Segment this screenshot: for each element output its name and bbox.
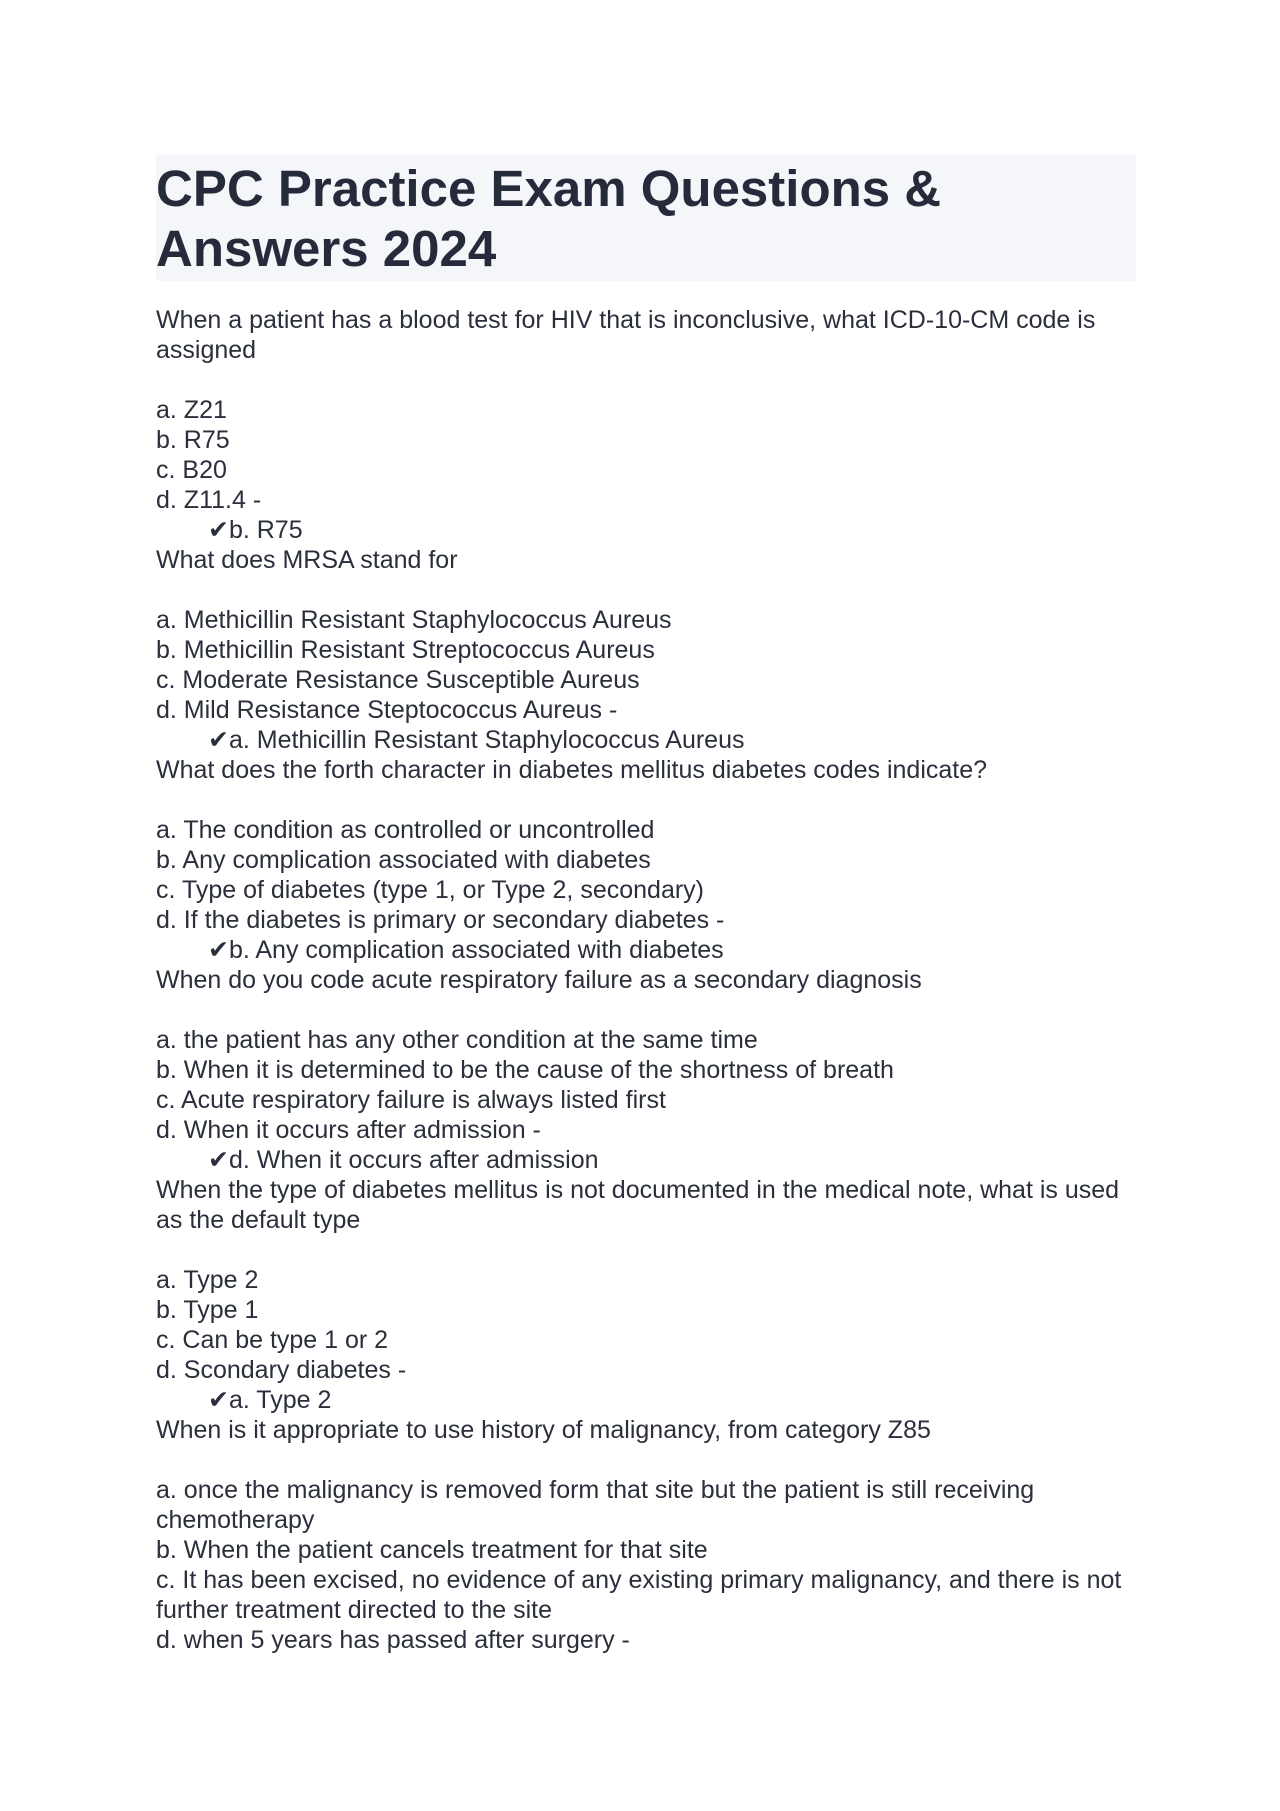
answer-option: b. When it is determined to be the cause of the shortness of breath bbox=[156, 1056, 894, 1084]
checkmark-icon: ✔ bbox=[208, 726, 229, 754]
answer-option: b. Any complication associated with diabetes bbox=[156, 846, 651, 874]
question-text: When is it appropriate to use history of malignancy, from category Z85 bbox=[156, 1416, 931, 1444]
question-spacer bbox=[156, 575, 1136, 605]
question-block bbox=[156, 545, 1136, 755]
answer-option: a. Methicillin Resistant Staphylococcus Aureus bbox=[156, 606, 672, 634]
question-block bbox=[156, 1175, 1136, 1415]
answer-option: c. It has been excised, no evidence of any existing primary malignancy, and there is not further treatment directed to the site bbox=[156, 1566, 1122, 1624]
correct-answer bbox=[156, 935, 1136, 965]
answer-option: a. Z21 bbox=[156, 396, 227, 424]
correct-answer-text: b. Any complication associated with diabetes bbox=[228, 936, 724, 964]
correct-answer-text: b. R75 bbox=[228, 516, 303, 544]
checkmark-icon: ✔ bbox=[208, 516, 229, 544]
question-block bbox=[156, 965, 1136, 1175]
document-title: CPC Practice Exam Questions & Answers 2024 bbox=[156, 160, 942, 277]
answer-option: d. When it occurs after admission - bbox=[156, 1116, 541, 1144]
correct-answer bbox=[156, 515, 1136, 545]
correct-answer bbox=[156, 725, 1136, 755]
answer-option: c. Can be type 1 or 2 bbox=[156, 1326, 389, 1354]
correct-answer-text: a. Methicillin Resistant Staphylococcus Aureus bbox=[228, 726, 745, 754]
question-text: What does the forth character in diabetes mellitus diabetes codes indicate? bbox=[156, 756, 988, 784]
correct-answer bbox=[156, 1145, 1136, 1175]
question-block bbox=[156, 1415, 1136, 1655]
question-list bbox=[156, 305, 1136, 1655]
question-spacer bbox=[156, 365, 1136, 395]
question-text: When do you code acute respiratory failure as a secondary diagnosis bbox=[156, 966, 922, 994]
answer-option: c. Moderate Resistance Susceptible Aureus bbox=[156, 666, 640, 694]
title-banner bbox=[156, 155, 1136, 281]
checkmark-icon: ✔ bbox=[208, 1146, 229, 1174]
question-spacer bbox=[156, 995, 1136, 1025]
answer-option: b. When the patient cancels treatment for that site bbox=[156, 1536, 708, 1564]
answer-option: d. when 5 years has passed after surgery - bbox=[156, 1626, 630, 1654]
question-text: When a patient has a blood test for HIV that is inconclusive, what ICD-10-CM code is assigned bbox=[156, 306, 1096, 364]
question-spacer bbox=[156, 1235, 1136, 1265]
checkmark-icon: ✔ bbox=[208, 936, 229, 964]
answer-option: d. Scondary diabetes - bbox=[156, 1356, 407, 1384]
answer-option: a. The condition as controlled or uncontrolled bbox=[156, 816, 655, 844]
question-spacer bbox=[156, 1445, 1136, 1475]
answer-option: c. B20 bbox=[156, 456, 227, 484]
answer-option: b. Methicillin Resistant Streptococcus Aureus bbox=[156, 636, 655, 664]
correct-answer-text: a. Type 2 bbox=[228, 1386, 332, 1414]
answer-option: a. once the malignancy is removed form that site but the patient is still receiving chemotherapy bbox=[156, 1476, 1035, 1534]
correct-answer-text: d. When it occurs after admission bbox=[228, 1146, 599, 1174]
question-spacer bbox=[156, 785, 1136, 815]
checkmark-icon: ✔ bbox=[208, 1386, 229, 1414]
answer-option: b. R75 bbox=[156, 426, 230, 454]
question-block bbox=[156, 305, 1136, 545]
answer-option: d. Mild Resistance Steptococcus Aureus - bbox=[156, 696, 618, 724]
question-text: What does MRSA stand for bbox=[156, 546, 458, 574]
answer-option: c. Type of diabetes (type 1, or Type 2, secondary) bbox=[156, 876, 704, 904]
answer-option: d. If the diabetes is primary or secondary diabetes - bbox=[156, 906, 725, 934]
answer-option: b. Type 1 bbox=[156, 1296, 259, 1324]
answer-option: a. the patient has any other condition at the same time bbox=[156, 1026, 758, 1054]
answer-option: a. Type 2 bbox=[156, 1266, 259, 1294]
answer-option: d. Z11.4 - bbox=[156, 486, 262, 514]
question-block bbox=[156, 755, 1136, 965]
answer-option: c. Acute respiratory failure is always listed first bbox=[156, 1086, 666, 1114]
document-page bbox=[156, 155, 1136, 1655]
correct-answer bbox=[156, 1385, 1136, 1415]
question-text: When the type of diabetes mellitus is not documented in the medical note, what is used as the default type bbox=[156, 1176, 1120, 1234]
